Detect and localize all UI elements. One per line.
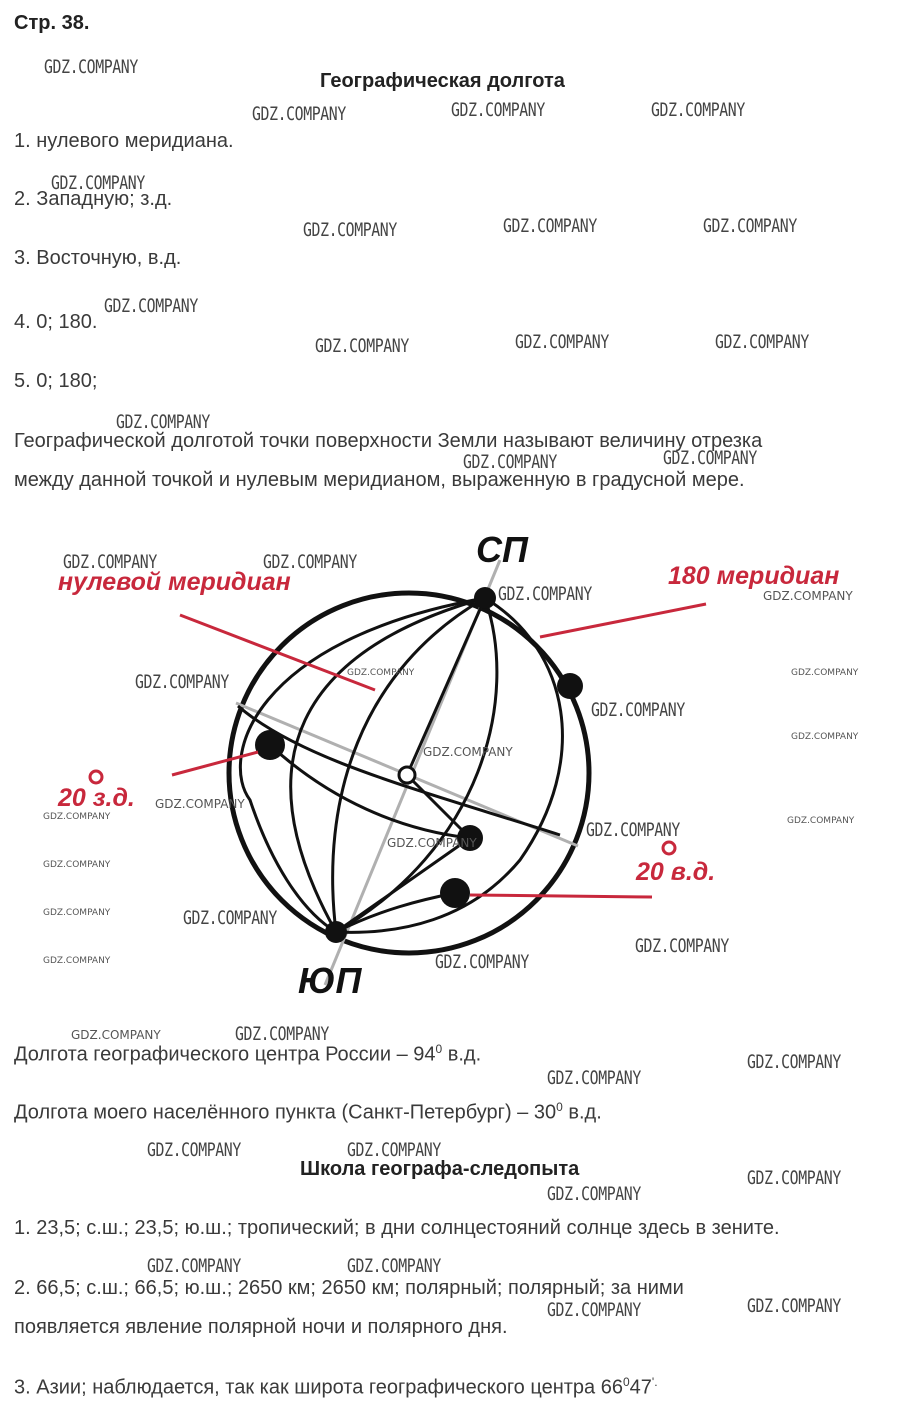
watermark-small: GDZ.COMPANY xyxy=(155,797,245,811)
point-west-20 xyxy=(255,730,285,760)
watermark: GDZ.COMPANY xyxy=(63,551,157,573)
answer-4: 4. 0; 180. xyxy=(14,311,98,333)
watermark: GDZ.COMPANY xyxy=(635,935,729,957)
answer-1: 1. нулевого меридиана. xyxy=(14,130,234,152)
watermark: GDZ.COMPANY xyxy=(183,907,277,929)
watermark: GDZ.COMPANY xyxy=(547,1299,641,1321)
degree-mark-east xyxy=(663,842,675,854)
answer-2: 2. Западную; з.д. xyxy=(14,188,173,210)
point-180 xyxy=(557,673,583,699)
watermark-small: GDZ.COMPANY xyxy=(43,812,111,822)
watermark: GDZ.COMPANY xyxy=(147,1139,241,1161)
watermark: GDZ.COMPANY xyxy=(44,56,138,78)
label-prime-meridian: нулевой меридиан xyxy=(58,568,291,596)
section-title-pathfinder: Школа географа-следопыта xyxy=(300,1158,580,1180)
city-longitude: Долгота моего населённого пункта (Санкт-Петербург) – $30^0$ в.д. xyxy=(14,1100,602,1124)
watermark-small: GDZ.COMPANY xyxy=(791,668,859,678)
watermark: GDZ.COMPANY xyxy=(703,215,797,237)
watermark: GDZ.COMPANY xyxy=(715,331,809,353)
watermark-small: GDZ.COMPANY xyxy=(43,860,111,870)
watermark-small: GDZ.COMPANY xyxy=(43,908,111,918)
watermark: GDZ.COMPANY xyxy=(435,951,529,973)
watermark: GDZ.COMPANY xyxy=(498,583,592,605)
watermark: GDZ.COMPANY xyxy=(463,451,557,473)
watermark-small: GDZ.COMPANY xyxy=(791,732,859,742)
label-west-20: 20 з.д. xyxy=(58,784,135,812)
watermark: GDZ.COMPANY xyxy=(747,1167,841,1189)
watermark: GDZ.COMPANY xyxy=(347,1255,441,1277)
label-north-pole: СП xyxy=(476,529,528,570)
watermark: GDZ.COMPANY xyxy=(303,219,397,241)
pointer-west-20 xyxy=(172,752,258,775)
watermark-small: GDZ.COMPANY xyxy=(763,589,853,603)
watermark: GDZ.COMPANY xyxy=(591,699,685,721)
definition-line-1: Географической долготой точки поверхности Земли называют величину отрезка xyxy=(14,430,763,452)
watermark-small: GDZ.COMPANY xyxy=(43,956,111,966)
watermark: GDZ.COMPANY xyxy=(663,447,757,469)
section-title-longitude: Географическая долгота xyxy=(320,70,565,92)
watermark-small: GDZ.COMPANY xyxy=(347,668,415,678)
pathfinder-answer-3: 3. Азии; наблюдается, так как широта географического центра $66^047^{'.}$ xyxy=(14,1375,658,1399)
pathfinder-answer-2-line-2: появляется явление полярной ночи и полярного дня. xyxy=(14,1316,508,1338)
degree-mark-west xyxy=(90,771,102,783)
answer-3: 3. Восточную, в.д. xyxy=(14,247,182,269)
label-180-meridian: 180 меридиан xyxy=(668,562,840,590)
watermark: GDZ.COMPANY xyxy=(315,335,409,357)
watermark: GDZ.COMPANY xyxy=(503,215,597,237)
watermark: GDZ.COMPANY xyxy=(451,99,545,121)
watermark: GDZ.COMPANY xyxy=(263,551,357,573)
watermark: GDZ.COMPANY xyxy=(586,819,680,841)
russia-center-longitude: Долгота географического центра России – $94^0$ в.д. xyxy=(14,1042,482,1066)
watermark: GDZ.COMPANY xyxy=(747,1295,841,1317)
watermark: GDZ.COMPANY xyxy=(147,1255,241,1277)
center-point xyxy=(399,767,415,783)
watermark: GDZ.COMPANY xyxy=(547,1067,641,1089)
watermark: GDZ.COMPANY xyxy=(547,1183,641,1205)
watermark: GDZ.COMPANY xyxy=(747,1051,841,1073)
watermark: GDZ.COMPANY xyxy=(135,671,229,693)
answer-5: 5. 0; 180; xyxy=(14,370,98,392)
watermark: GDZ.COMPANY xyxy=(116,411,210,433)
pathfinder-answer-1: 1. 23,5; с.ш.; 23,5; ю.ш.; тропический; в дни солнцестояний солнце здесь в зените. xyxy=(14,1217,780,1239)
watermark: GDZ.COMPANY xyxy=(651,99,745,121)
pointer-180-meridian xyxy=(540,604,706,637)
watermark: GDZ.COMPANY xyxy=(235,1023,329,1045)
watermark: GDZ.COMPANY xyxy=(347,1139,441,1161)
watermark: GDZ.COMPANY xyxy=(515,331,609,353)
north-pole-point xyxy=(474,587,496,609)
pointer-east-20 xyxy=(470,895,652,897)
watermark-small: GDZ.COMPANY xyxy=(71,1028,161,1042)
point-east-20 xyxy=(440,878,470,908)
south-pole-point xyxy=(325,921,347,943)
label-east-20: 20 в.д. xyxy=(636,858,716,886)
watermark: GDZ.COMPANY xyxy=(51,172,145,194)
pathfinder-answer-2-line-1: 2. 66,5; с.ш.; 66,5; ю.ш.; 2650 км; 2650 км; полярный; полярный; за ними xyxy=(14,1277,684,1299)
definition-line-2: между данной точкой и нулевым меридианом, выраженную в градусной мере. xyxy=(14,469,745,491)
label-south-pole: ЮП xyxy=(298,960,362,1001)
watermark: GDZ.COMPANY xyxy=(252,103,346,125)
watermark: GDZ.COMPANY xyxy=(104,295,198,317)
watermark-small: GDZ.COMPANY xyxy=(387,836,477,850)
page-number: Стр. 38. xyxy=(14,12,90,34)
watermark-small: GDZ.COMPANY xyxy=(787,816,855,826)
watermark-small: GDZ.COMPANY xyxy=(423,745,513,759)
